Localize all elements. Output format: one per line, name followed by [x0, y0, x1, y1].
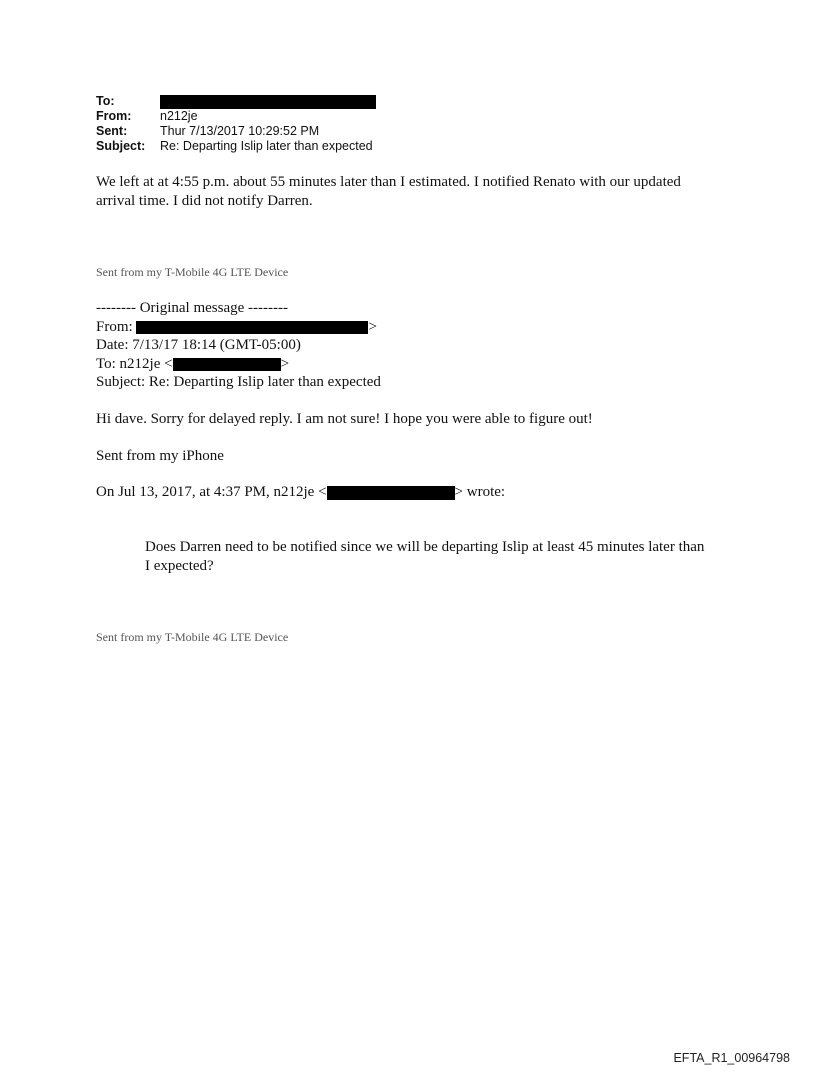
original-date-line: Date: 7/13/17 18:14 (GMT-05:00) [96, 337, 301, 353]
original-subject-line: Subject: Re: Departing Islip later than expected [96, 374, 381, 390]
signature-device-quoted: Sent from my T-Mobile 4G LTE Device [96, 630, 289, 644]
original-message-divider: -------- Original message -------- [96, 300, 288, 316]
email-header [96, 94, 376, 154]
subject-row [96, 139, 376, 154]
to-label: To: [96, 94, 115, 108]
bates-number: EFTA_R1_00964798 [673, 1051, 790, 1065]
signature-device: Sent from my T-Mobile 4G LTE Device [96, 265, 289, 279]
quoted-message: Does Darren need to be notified since we will be departing Islip at least 45 minutes later than I expected? [145, 539, 705, 574]
email-body: We left at at 4:55 p.m. about 55 minutes later than I estimated. I notified Renato with our updated arrival time. I did not notify Darren. [96, 174, 681, 209]
from-label: From: [96, 109, 132, 123]
attribution-prefix: On Jul 13, 2017, at 4:37 PM, n212je < [96, 484, 327, 500]
reply-attribution [96, 483, 505, 502]
attribution-suffix: > wrote: [454, 484, 506, 500]
original-message-header [96, 299, 381, 392]
sent-row [96, 124, 376, 139]
original-from-prefix: From: [96, 318, 137, 335]
to-value [160, 94, 376, 109]
subject-value: Re: Departing Islip later than expected [160, 139, 373, 153]
from-row [96, 109, 376, 124]
from-value: n212je [160, 109, 198, 123]
original-from-suffix: > [368, 318, 377, 335]
sent-value: Thur 7/13/2017 10:29:52 PM [160, 124, 320, 138]
redaction-block [136, 321, 368, 334]
original-to-prefix: To: n212je < [96, 355, 173, 372]
original-from-line [96, 318, 381, 337]
subject-label: Subject: [96, 139, 146, 153]
original-to-suffix: > [280, 355, 290, 372]
reply-text: Hi dave. Sorry for delayed reply. I am not sure! I hope you were able to figure out! [96, 411, 593, 427]
redaction-block [327, 486, 455, 500]
sent-label: Sent: [96, 124, 128, 138]
to-row [96, 94, 376, 109]
reply-sent-from: Sent from my iPhone [96, 448, 224, 464]
redaction-block [173, 358, 281, 371]
original-to-line [96, 355, 381, 374]
redaction-block [160, 95, 376, 109]
